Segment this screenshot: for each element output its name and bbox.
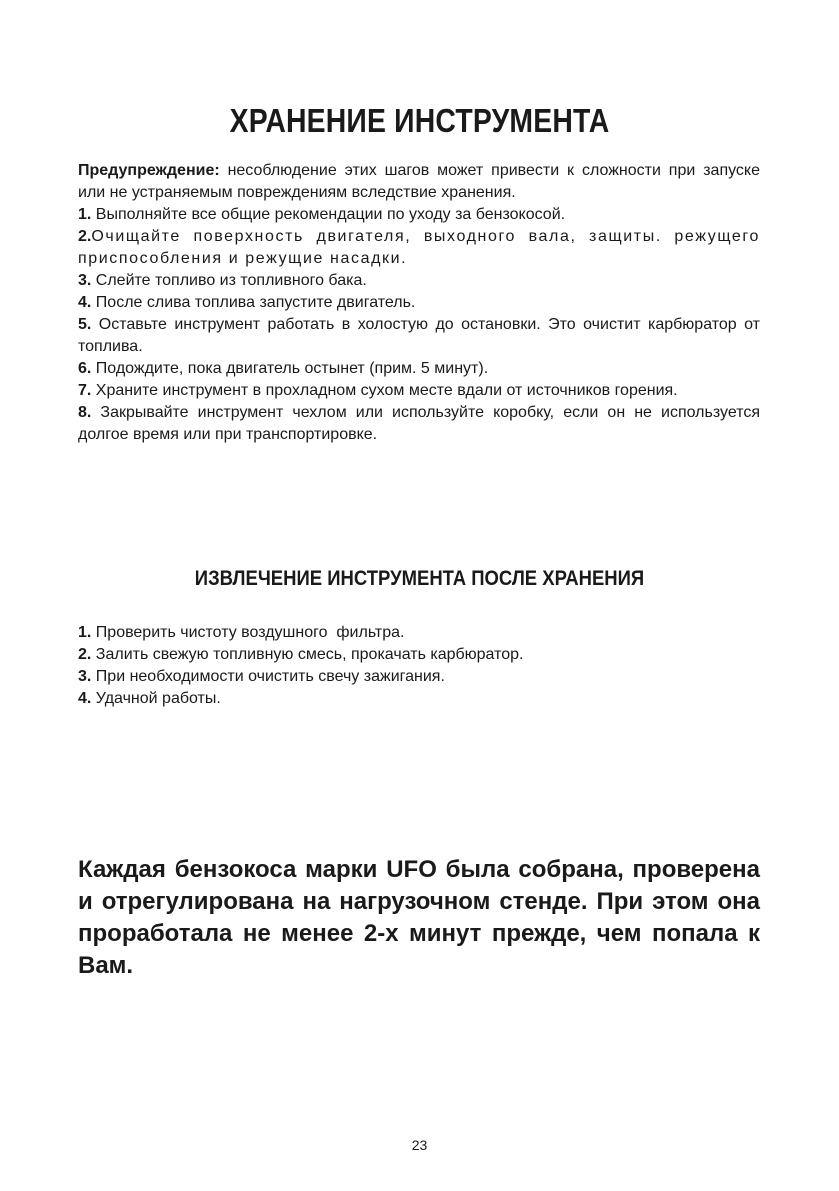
storage-step-4 <box>78 292 760 314</box>
step-text: При необходимости очистить свечу зажигания. <box>91 668 445 685</box>
storage-step-3 <box>78 270 760 292</box>
step-text: Проверить чистоту воздушного фильтра. <box>91 624 405 641</box>
step-number: 1. <box>78 624 92 641</box>
step-number: 2. <box>78 228 92 245</box>
step-number: 3. <box>78 272 92 289</box>
storage-step-5 <box>78 314 760 358</box>
step-number: 3. <box>78 668 92 685</box>
step-text: После слива топлива запустите двигатель. <box>91 294 416 311</box>
storage-step-8 <box>78 402 760 446</box>
step-text: Очищайте поверхность двигателя, выходного вала, защиты. режущего приспособления и режущие насадки. <box>78 228 760 267</box>
step-text: Удачной работы. <box>91 690 221 707</box>
step-number: 8. <box>78 404 92 421</box>
step-text: Закрывайте инструмент чехлом или используйте коробку, если он не используется долгое время или при транспортировке. <box>78 404 760 443</box>
warning-paragraph <box>78 160 760 204</box>
retrieval-section <box>78 622 760 710</box>
storage-step-6 <box>78 358 760 380</box>
storage-section <box>78 160 760 446</box>
step-text: Залить свежую топливную смесь, прокачать карбюратор. <box>91 646 524 663</box>
retrieval-step-4 <box>78 688 760 710</box>
storage-step-1 <box>78 204 760 226</box>
retrieval-step-2 <box>78 644 760 666</box>
step-text: Храните инструмент в прохладном сухом месте вдали от источников горения. <box>91 382 678 399</box>
step-number: 4. <box>78 294 92 311</box>
retrieval-step-3 <box>78 666 760 688</box>
step-number: 5. <box>78 316 92 333</box>
step-text: Выполняйте все общие рекомендации по уходу за бензокосой. <box>91 206 566 223</box>
storage-step-7 <box>78 380 760 402</box>
step-text: Оставьте инструмент работать в холостую до остановки. Это очистит карбюратор от топлива. <box>78 316 760 355</box>
step-text: Слейте топливо из топливного бака. <box>91 272 367 289</box>
storage-step-2 <box>78 226 760 270</box>
retrieval-title: ИЗВЛЕЧЕНИЕ ИНСТРУМЕНТА ПОСЛЕ ХРАНЕНИЯ <box>194 567 645 590</box>
storage-title: ХРАНЕНИЕ ИНСТРУМЕНТА <box>229 102 610 139</box>
retrieval-step-1 <box>78 622 760 644</box>
warning-label: Предупреждение: <box>78 162 220 179</box>
page-number: 23 <box>411 1137 428 1153</box>
step-number: 6. <box>78 360 92 377</box>
quality-statement: Каждая бензокоса марки UFO была собрана, проверена и отрегулирована на нагрузочном стенде. При этом она проработала не менее 2-х минут прежде, чем попала к Вам. <box>78 856 760 979</box>
warning-text: несоблюдение этих шагов может привести к сложности при запуске или не устраняемым повреждениям вследствие хранения. <box>78 162 760 201</box>
step-number: 2. <box>78 646 92 663</box>
step-number: 7. <box>78 382 92 399</box>
step-number: 1. <box>78 206 92 223</box>
step-number: 4. <box>78 690 92 707</box>
step-text: Подождите, пока двигатель остынет (прим. 5 минут). <box>91 360 489 377</box>
